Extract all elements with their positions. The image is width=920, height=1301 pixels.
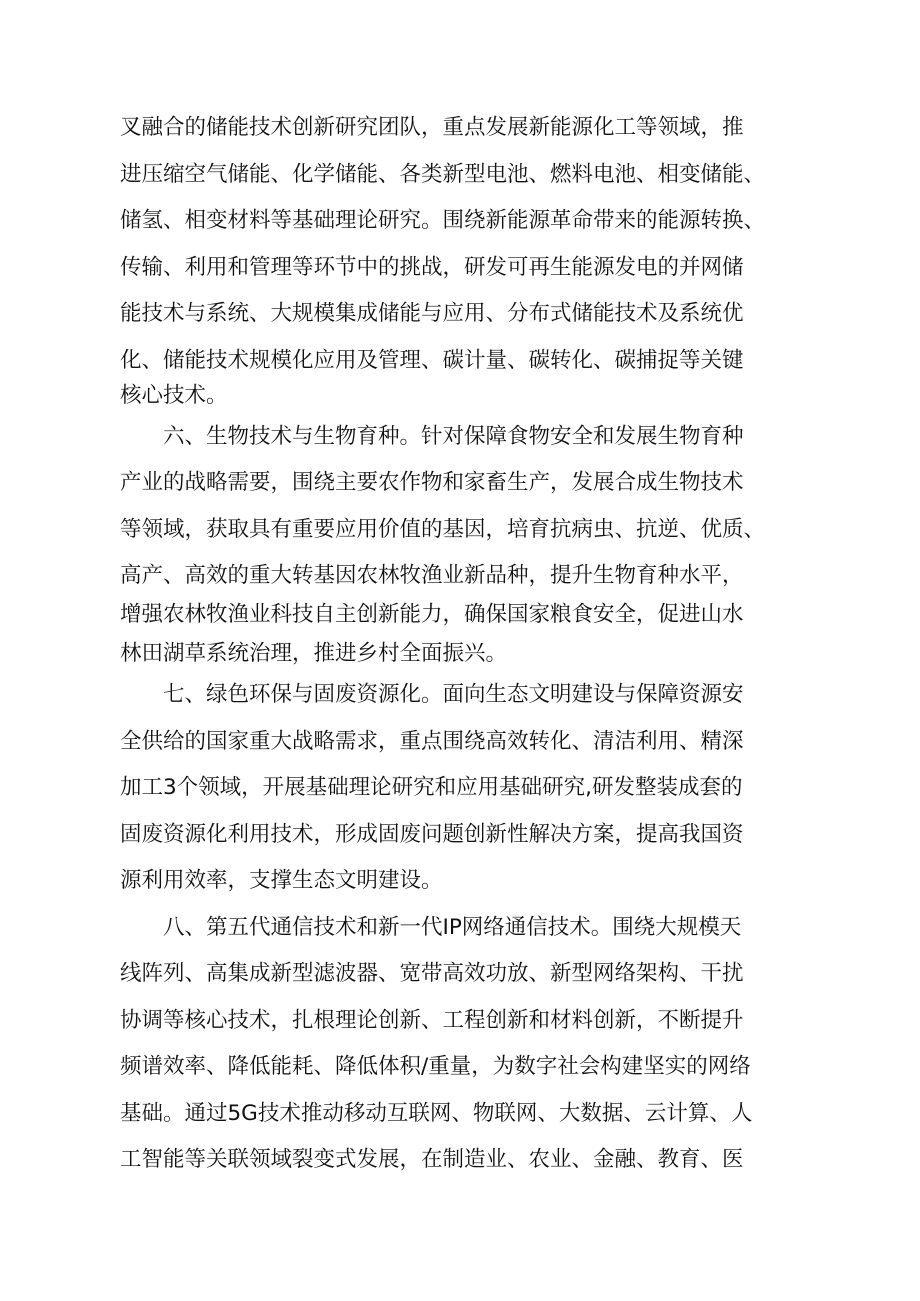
text-line: 高产、高效的重大转基因农林牧渔业新品种，提升生物育种水平， (120, 563, 744, 588)
text-line: 频谱效率、降低能耗、降低体积/重量，为数字社会构建坚实的网络 (120, 1054, 751, 1079)
text-line: 增强农林牧渔业科技自主创新能力，确保国家粮食安全，促进山水 (120, 602, 744, 627)
text-line: 林田湖草系统治理，推进乡村全面振兴。 (120, 641, 508, 666)
section-heading-line: 七、绿色环保与固废资源化。面向生态文明建设与保障资源安 (163, 682, 744, 707)
text-line: 加工3个领域，开展基础理论研究和应用基础研究,研发整装成套的 (120, 775, 743, 800)
text-line: 线阵列、高集成新型滤波器、宽带高效功放、新型网络架构、干扰 (120, 961, 744, 986)
text-line: 叉融合的储能技术创新研究团队，重点发展新能源化工等领域，推 (120, 115, 744, 140)
text-line: 基础。通过5G技术推动移动互联网、物联网、大数据、云计算、人 (120, 1101, 753, 1126)
text-line: 固废资源化利用技术，形成固废问题创新性解决方案，提高我国资 (120, 822, 744, 847)
text-line: 核心技术。 (120, 383, 228, 408)
text-line: 进压缩空气储能、化学储能、各类新型电池、燃料电池、相变储能、 (120, 162, 766, 187)
text-line: 化、储能技术规模化应用及管理、碳计量、碳转化、碳捕捉等关键 (120, 348, 744, 373)
text-line: 源利用效率，支撑生态文明建设。 (120, 868, 443, 893)
text-line: 传输、利用和管理等环节中的挑战，研发可再生能源发电的并网储 (120, 255, 744, 280)
section-heading-line: 八、第五代通信技术和新一代IP网络通信技术。围绕大规模天 (163, 915, 742, 940)
text-line: 储氢、相变材料等基础理论研究。围绕新能源革命带来的能源转换、 (120, 208, 766, 233)
text-line: 产业的战略需要，围绕主要农作物和家畜生产，发展合成生物技术 (120, 470, 744, 495)
text-line: 工智能等关联领域裂变式发展，在制造业、农业、金融、教育、医 (120, 1147, 744, 1172)
text-line: 能技术与系统、大规模集成储能与应用、分布式储能技术及系统优 (120, 301, 744, 326)
text-line: 协调等核心技术，扎根理论创新、工程创新和材料创新，不断提升 (120, 1008, 744, 1033)
section-heading-line: 六、生物技术与生物育种。针对保障食物安全和发展生物育种 (163, 424, 744, 449)
text-line: 等领域，获取具有重要应用价值的基因，培育抗病虫、抗逆、优质、 (120, 517, 766, 542)
text-line: 全供给的国家重大战略需求，重点围绕高效转化、清洁利用、精深 (120, 729, 744, 754)
